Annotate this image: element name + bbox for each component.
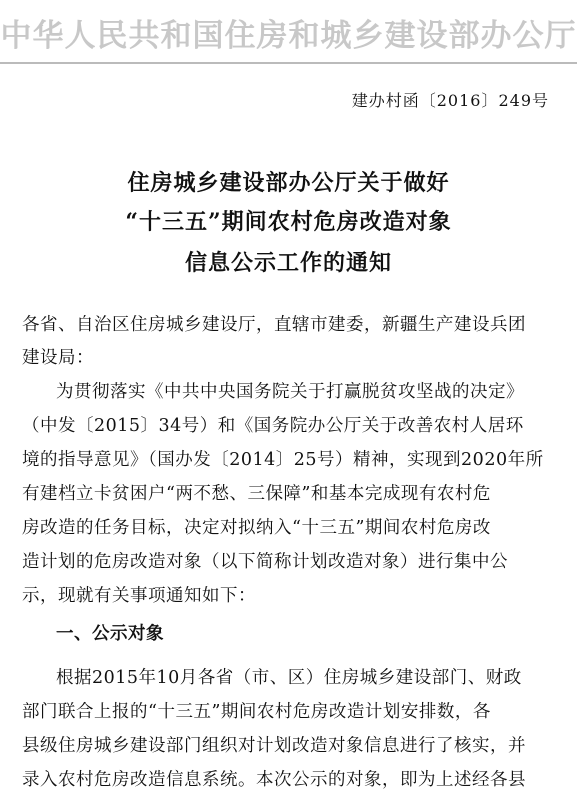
body-line: 为贯彻落实《中共中央国务院关于打赢脱贫攻坚战的决定》: [56, 382, 524, 402]
body-line: 根据2015年10月各省（市、区）住房城乡建设部门、财政: [56, 668, 522, 688]
recipient-line-2: 建设局：: [22, 348, 94, 368]
title-line-3: 信息公示工作的通知: [184, 250, 392, 276]
body-line: 录入农村危房改造信息系统。本次公示的对象，即为上述经各县: [22, 770, 526, 790]
title-line-1: 住房城乡建设部办公厅关于做好: [127, 170, 450, 196]
body-line: 境的指导意见》（国办发〔2014〕25号）精神，实现到2020年所: [22, 450, 544, 470]
title-line-2: “十三五”期间农村危房改造对象: [125, 209, 452, 235]
document-number: 建办村函〔2016〕249号: [351, 91, 549, 110]
recipient-line-1: 各省、自治区住房城乡建设厅，直辖市建委，新疆生产建设兵团: [22, 315, 526, 335]
body-line: 部门联合上报的“十三五”期间农村危房改造计划安排数，各: [22, 702, 491, 722]
body-line: 示，现就有关事项通知如下：: [22, 586, 256, 606]
body-line: 房改造的任务目标，决定对拟纳入“十三五”期间农村危房改: [22, 518, 491, 538]
body-line: 造计划的危房改造对象（以下简称计划改造对象）进行集中公: [22, 552, 508, 572]
issuing-org-header: 中华人民共和国住房和城乡建设部办公厅: [0, 18, 577, 54]
header-divider: [0, 62, 577, 64]
section-heading: 一、公示对象: [56, 624, 164, 644]
body-line: 有建档立卡贫困户“两不愁、三保障”和基本完成现有农村危: [22, 484, 491, 504]
body-line: 县级住房城乡建设部门组织对计划改造对象信息进行了核实，并: [22, 736, 526, 756]
body-line: （中发〔2015〕34号）和《国务院办公厅关于改善农村人居环: [22, 416, 524, 436]
